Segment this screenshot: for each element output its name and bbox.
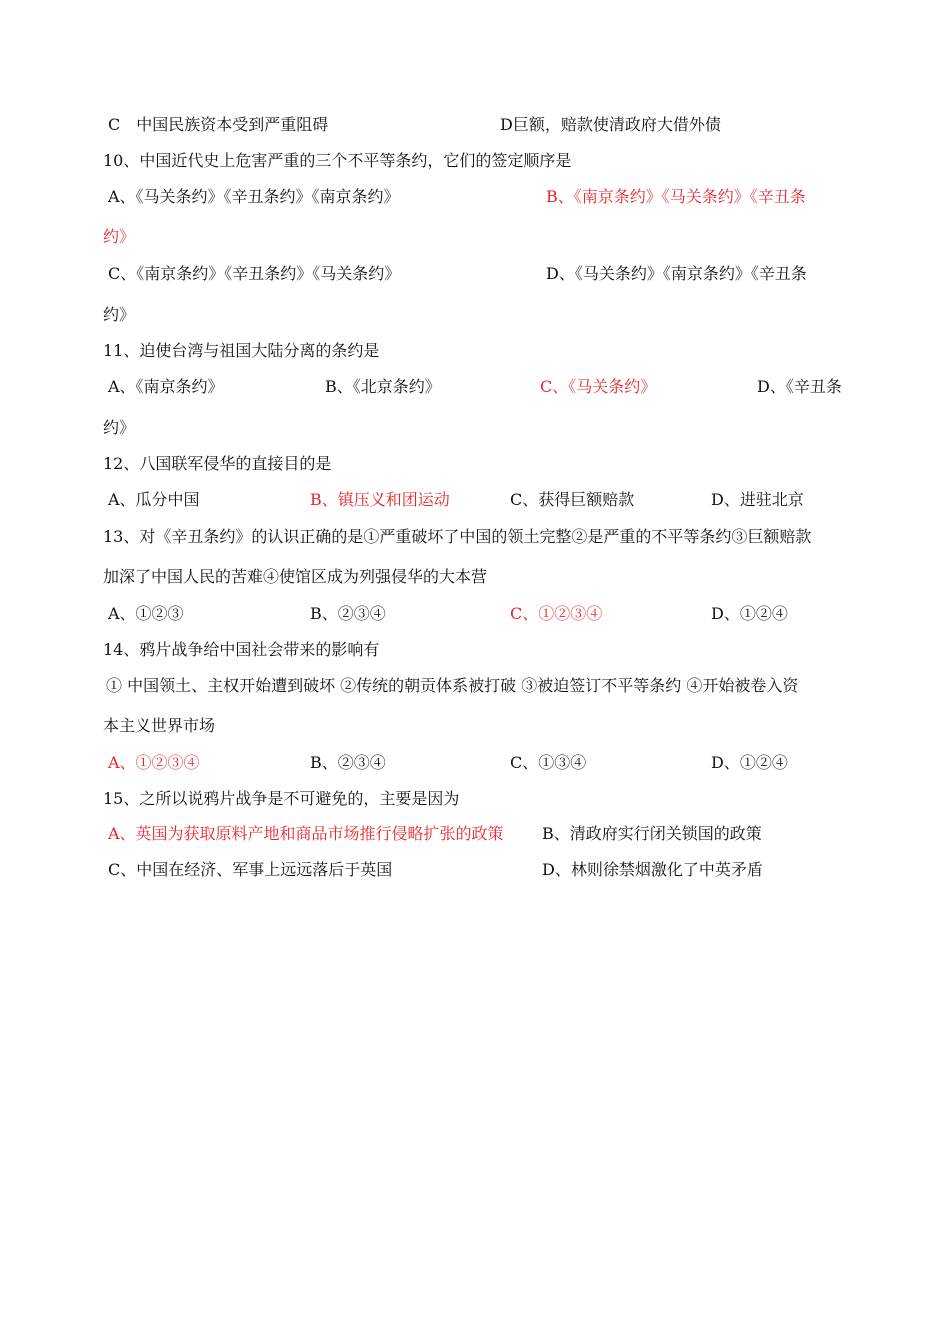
q9-option-d: D巨额，赔款使清政府大借外债 bbox=[500, 115, 721, 134]
q11-option-a: A、《南京条约》 bbox=[108, 377, 224, 396]
q12-option-a: A、瓜分中国 bbox=[108, 490, 200, 509]
q11-option-c-correct: C、《马关条约》 bbox=[540, 377, 657, 396]
q11-option-d-cont: 约》 bbox=[103, 418, 136, 437]
q15-option-a-correct: A、英国为获取原料产地和商品市场推行侵略扩张的政策 bbox=[108, 824, 504, 843]
q13-stem: 13、对《辛丑条约》的认识正确的是①严重破坏了中国的领土完整②是严重的不平等条约③巨额赔款 bbox=[103, 527, 812, 546]
q14-items-cont: 本主义世界市场 bbox=[103, 716, 216, 735]
q10-option-b-correct-cont: 约》 bbox=[103, 227, 136, 246]
q10-option-d: D、《马关条约》《南京条约》《辛丑条 bbox=[546, 264, 807, 283]
q14-option-d: D、①②④ bbox=[711, 753, 788, 772]
q14-option-b: B、②③④ bbox=[310, 753, 386, 772]
q10-stem: 10、中国近代史上危害严重的三个不平等条约，它们的签定顺序是 bbox=[103, 151, 572, 170]
q13-stem-cont: 加深了中国人民的苦难④使馆区成为列强侵华的大本营 bbox=[103, 567, 488, 586]
q12-stem: 12、八国联军侵华的直接目的是 bbox=[103, 454, 332, 473]
q10-option-c: C、《南京条约》《辛丑条约》《马关条约》 bbox=[108, 264, 401, 283]
q11-option-d: D、《辛丑条 bbox=[757, 377, 842, 396]
q13-option-d: D、①②④ bbox=[711, 604, 788, 623]
q11-stem: 11、迫使台湾与祖国大陆分离的条约是 bbox=[103, 341, 380, 360]
q14-option-a-correct: A、①②③④ bbox=[108, 753, 200, 772]
q15-option-d: D、林则徐禁烟激化了中英矛盾 bbox=[542, 860, 763, 879]
q9-option-c: C 中国民族资本受到严重阻碍 bbox=[108, 115, 329, 134]
q10-option-a: A、《马关条约》《辛丑条约》《南京条约》 bbox=[108, 187, 400, 206]
q11-option-b: B、《北京条约》 bbox=[325, 377, 441, 396]
q15-option-b: B、清政府实行闭关锁国的政策 bbox=[542, 824, 762, 843]
q13-option-a: A、①②③ bbox=[108, 604, 184, 623]
q15-option-c: C、中国在经济、军事上远远落后于英国 bbox=[108, 860, 393, 879]
q15-stem: 15、之所以说鸦片战争是不可避免的，主要是因为 bbox=[103, 789, 460, 808]
q12-option-d: D、进驻北京 bbox=[711, 490, 804, 509]
q14-items: ① 中国领土、主权开始遭到破坏 ②传统的朝贡体系被打破 ③被迫签订不平等条约 ④开始被卷入资 bbox=[106, 676, 799, 695]
q13-option-b: B、②③④ bbox=[310, 604, 386, 623]
q13-option-c-correct: C、①②③④ bbox=[510, 604, 603, 623]
q10-option-b-correct: B、《南京条约》《马关条约》《辛丑条 bbox=[546, 187, 806, 206]
q12-option-c: C、获得巨额赔款 bbox=[510, 490, 635, 509]
q14-option-c: C、①③④ bbox=[510, 753, 587, 772]
q14-stem: 14、鸦片战争给中国社会带来的影响有 bbox=[103, 640, 380, 659]
q10-option-d-cont: 约》 bbox=[103, 305, 136, 324]
q12-option-b-correct: B、镇压义和团运动 bbox=[310, 490, 450, 509]
